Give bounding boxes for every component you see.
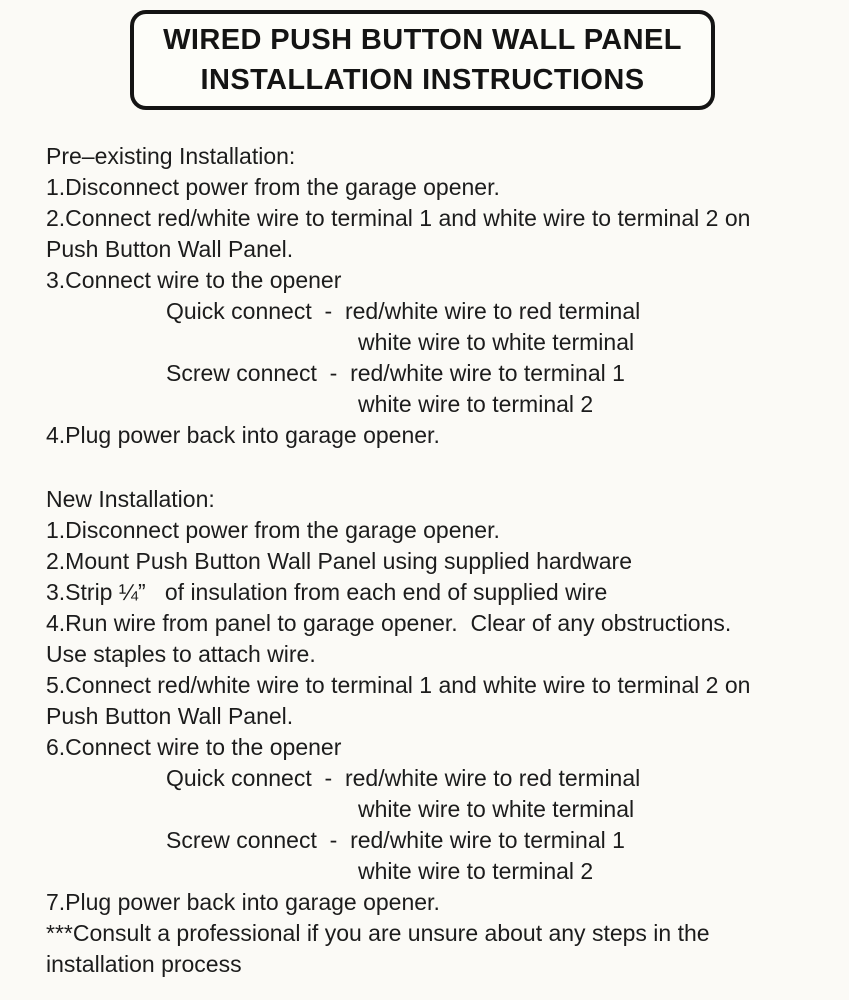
text-line: 2.Mount Push Button Wall Panel using supplied hardware — [46, 548, 632, 574]
text-line: 1.Disconnect power from the garage opener. — [46, 517, 500, 543]
text-line: white wire to white terminal — [358, 796, 635, 822]
text-line: Push Button Wall Panel. — [46, 236, 294, 262]
text-line: Use staples to attach wire. — [46, 641, 316, 667]
title-line-1: WIRED PUSH BUTTON WALL PANEL — [163, 24, 682, 56]
text-line: white wire to white terminal — [358, 329, 635, 355]
instructions — [46, 141, 846, 980]
text-line: Screw connect - red/white wire to terminal 1 — [166, 360, 625, 386]
text-line: 2.Connect red/white wire to terminal 1 and white wire to terminal 2 on — [46, 205, 751, 231]
text-line: 1.Disconnect power from the garage opener. — [46, 174, 500, 200]
text-line: 7.Plug power back into garage opener. — [46, 889, 440, 915]
text-line: 3.Connect wire to the opener — [46, 267, 342, 293]
text-line: Screw connect - red/white wire to terminal 1 — [166, 827, 625, 853]
text-line: white wire to terminal 2 — [358, 391, 594, 417]
title-line-2: INSTALLATION INSTRUCTIONS — [200, 64, 645, 96]
text-line: 3.Strip ¼” of insulation from each end of supplied wire — [46, 579, 608, 605]
text-line: 5.Connect red/white wire to terminal 1 and white wire to terminal 2 on — [46, 672, 751, 698]
section-new-installation — [46, 484, 846, 980]
text-line: installation process — [46, 951, 242, 977]
text-line: Quick connect - red/white wire to red terminal — [166, 765, 641, 791]
section-heading: New Installation: — [46, 486, 215, 512]
text-line: ***Consult a professional if you are unsure about any steps in the — [46, 920, 710, 946]
text-line: Push Button Wall Panel. — [46, 703, 294, 729]
text-line: Quick connect - red/white wire to red terminal — [166, 298, 641, 324]
text-line: 4.Plug power back into garage opener. — [46, 422, 440, 448]
section-heading: Pre–existing Installation: — [46, 143, 296, 169]
text-line: 6.Connect wire to the opener — [46, 734, 342, 760]
text-line: 4.Run wire from panel to garage opener. Clear of any obstructions. — [46, 610, 732, 636]
text-line: white wire to terminal 2 — [358, 858, 594, 884]
section-pre-existing-installation — [46, 141, 846, 451]
title-box — [130, 10, 715, 110]
